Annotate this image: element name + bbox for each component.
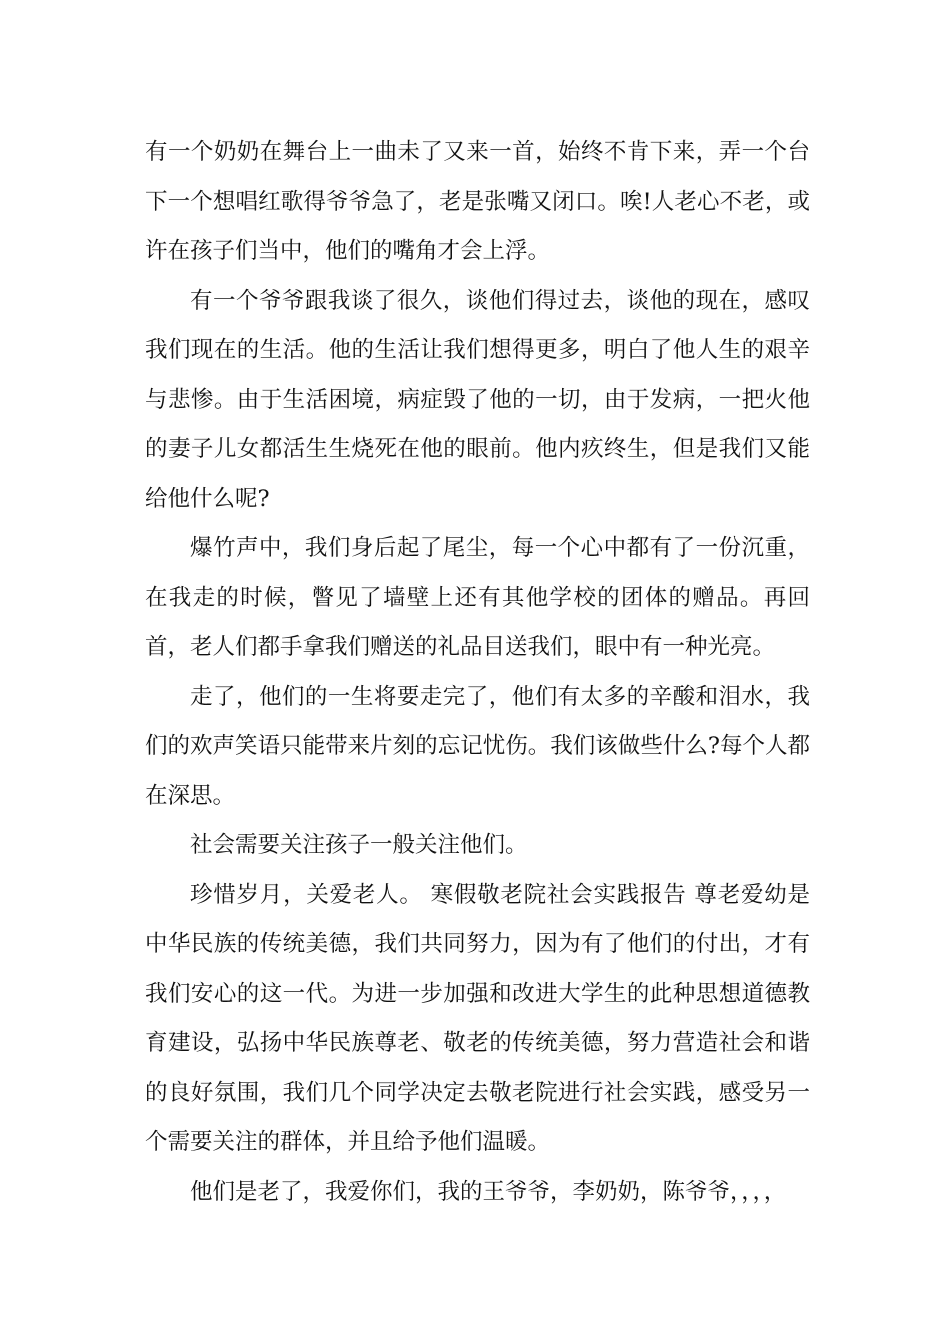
paragraph-1: 有一个奶奶在舞台上一曲未了又来一首，始终不肯下来，弄一个台下一个想唱红歌得爷爷急了，老是张嘴又闭口。唉!人老心不老，或许在孩子们当中，他们的嘴角才会上浮。 [145,139,810,264]
paragraph-3: 爆竹声中，我们身后起了尾尘，每一个心中都有了一份沉重，在我走的时候，瞥见了墙壁上还有其他学校的团体的赠品。再回首，老人们都手拿我们赠送的礼品目送我们，眼中有一种光亮。 [145,535,810,660]
paragraph-2: 有一个爷爷跟我谈了很久，谈他们得过去，谈他的现在，感叹我们现在的生活。他的生活让我们想得更多，明白了他人生的艰辛与悲惨。由于生活困境，病症毁了他的一切，由于发病，一把火他的妻子儿女都活生生烧死在他的眼前。他内疚终生，但是我们又能给他什么呢? [145,287,810,512]
paragraph-4: 走了，他们的一生将要走完了，他们有太多的辛酸和泪水，我们的欢声笑语只能带来片刻的忘记忧伤。我们该做些什么?每个人都在深思。 [145,683,810,809]
document-body [145,128,810,1217]
paragraph-5: 社会需要关注孩子一般关注他们。 [190,832,528,858]
paragraph-6: 珍惜岁月，关爱老人。 寒假敬老院社会实践报告 尊老爱幼是中华民族的传统美德，我们共同努力，因为有了他们的付出，才有我们安心的这一代。为进一步加强和改进大学生的此种思想道德教育建设，弘扬中华民族尊老、敬老的传统美德，努力营造社会和谐的良好氛围，我们几个同学决定去敬老院进行社会实践，感受另一个需要关注的群体，并且给予他们温暖。 [145,881,810,1155]
paragraph-7: 他们是老了，我爱你们，我的王爷爷，李奶奶，陈爷爷，，，， [190,1178,787,1205]
